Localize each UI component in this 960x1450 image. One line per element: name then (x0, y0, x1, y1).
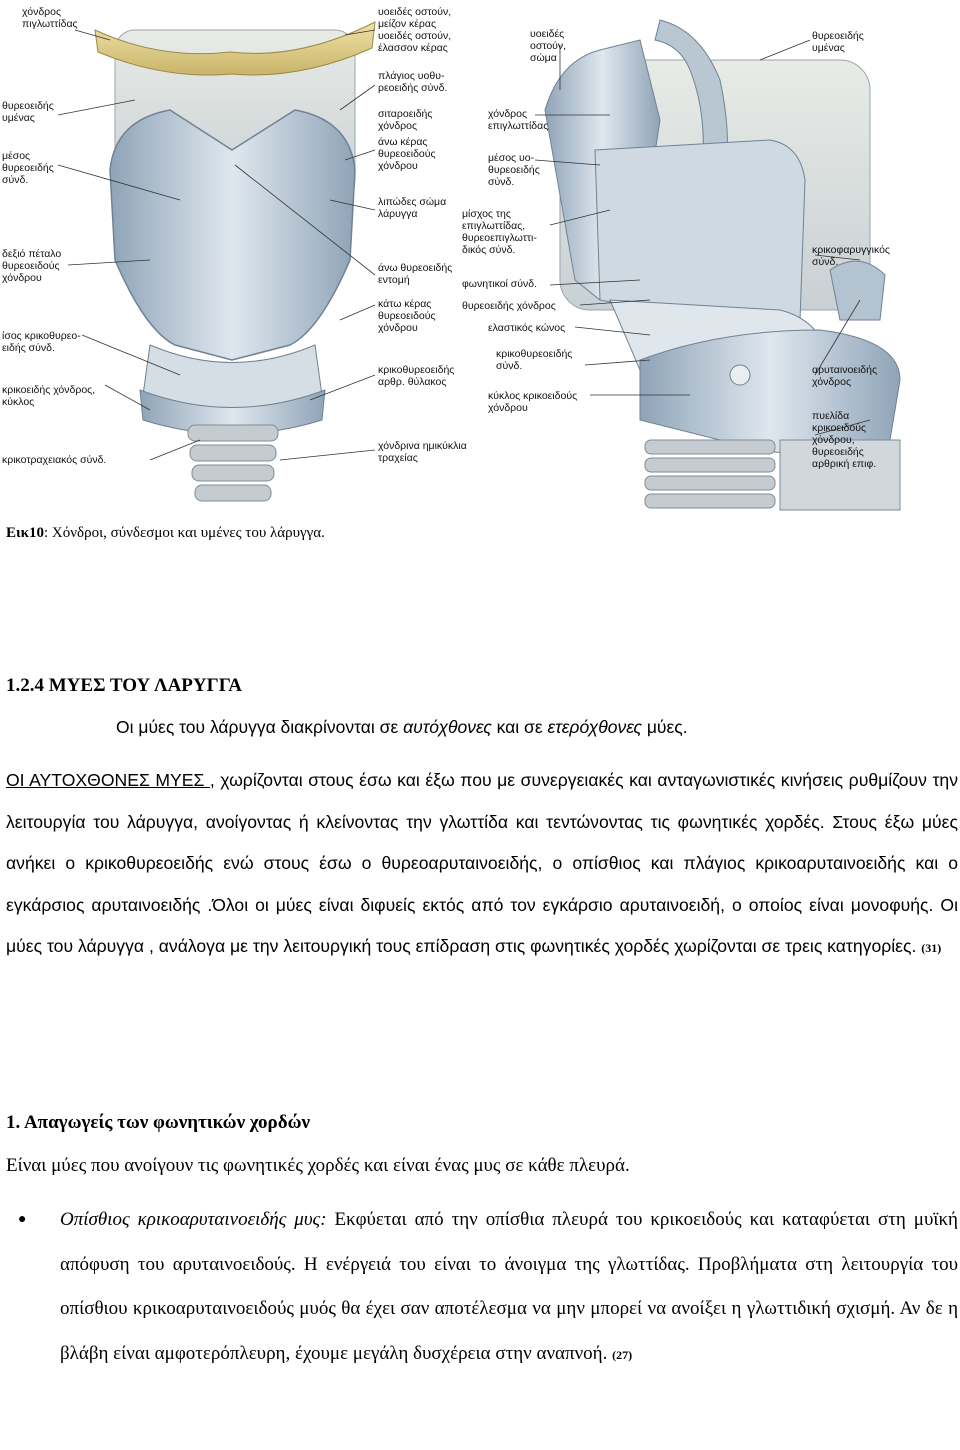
muscles-paragraph (6, 760, 958, 970)
label-cricopharyngeal-ligament: κρικοφαρυγγικός σύνδ. (812, 244, 890, 268)
bullet-paragraph (60, 1198, 958, 1377)
label-thyrohyoid-membrane-right: θυρεοειδής υμένας (812, 30, 864, 54)
label-cricotracheal-ligament: κρικοτραχειακός σύνδ. (2, 454, 107, 466)
intro-heterochthonous: ετερόχθονες (547, 717, 642, 737)
intro-autochthonous: αυτόχθονες (403, 717, 492, 737)
label-epiglottis: χόνδρος επιγλωττίδας (488, 108, 549, 132)
intro-part-c: μύες. (641, 717, 688, 737)
bullet-icon: ● (18, 1210, 27, 1226)
label-cricoid-arch: κρικοειδής χόνδρος, κύκλος (2, 384, 96, 408)
label-cricoid-lamina-facet: πυελίδα κρικοειδούς χόνδρου, θυρεοειδής αρθρική επιφ. (812, 410, 877, 470)
label-cricothyroid-ligament: κρικοθυρεοειδής σύνδ. (496, 348, 573, 372)
autochthonous-muscles-term: ΟΙ ΑΥΤΟΧΘΟΝΕΣ ΜΥΕΣ (6, 770, 210, 790)
tracheal-rings (188, 425, 278, 501)
reference-27: (27) (612, 1347, 633, 1362)
label-vocal-ligaments: φωνητικοί σύνδ. (462, 278, 538, 290)
intro-line (116, 717, 688, 738)
arytenoid-cartilage (830, 261, 885, 320)
cricothyroid-joint (730, 365, 750, 385)
caption-label: Εικ10 (6, 525, 44, 541)
anterior-view (95, 22, 375, 501)
label-hyoid-body: υοειδές οστούν, σώμα (530, 28, 567, 64)
intro-part-a: Οι μύες του λάρυγγα διακρίνονται σε (116, 717, 404, 737)
label-hyoid-horns: υοειδές οστούν, μείζον κέρας υοειδές οστούν, έλασσον κέρας (378, 6, 452, 54)
label-triticeous-cartilage: σιταροειδής χόνδρος (378, 108, 433, 132)
intro-part-b: και σε (491, 717, 548, 737)
label-median-cricothyroid-ligament: ίσος κρικοθυρεο- ειδής σύνδ. (2, 330, 81, 354)
label-tracheal-rings: χόνδρινα ημικύκλια τραχείας (378, 440, 467, 464)
reference-31: (31) (921, 941, 942, 955)
bullet-body: Εκφύεται από την οπίσθια πλευρά του κρικοειδούς και καταφύεται στη μυϊκή απόφυση του αρυταινοειδούς. Η ενέργειά του είναι το άνοιγμα της γλωττίδας. Προβλήματα στη λειτουργία του οπίσθιου κρικοαρυταινοειδούς μυός θα έχει σαν αποτέλεσμα να μην μπορεί να ανοίξει η γλωττιδική σχισμή. Αν δε η βλάβη είναι αμφοτερόπλευρη, έχουμε μεγάλη δυσχέρεια στην αναπνοή. (60, 1209, 958, 1364)
posterior-cricoarytenoid-term: Οπίσθιος κρικοαρυταινοειδής μυς: (60, 1209, 327, 1230)
section-heading: 1.2.4 ΜΥΕΣ ΤΟΥ ΛΑΡΥΓΓΑ (6, 675, 243, 696)
label-thyroid-cartilage: θυρεοειδής χόνδρος (462, 300, 556, 312)
label-epiglottis-cartilage: χόνδρος πιγλωττίδας (22, 6, 78, 30)
label-superior-thyroid-notch: άνω θυρεοειδής εντομή (378, 262, 453, 286)
label-arytenoid-cartilage: αρυταινοειδής χόνδρος (812, 364, 878, 388)
subsection-heading: 1. Απαγωγείς των φωνητικών χορδών (6, 1112, 310, 1133)
caption-text: : Χόνδροι, σύνδεσμοι και υμένες του λάρυγγα. (43, 525, 325, 541)
label-median-thyrohyoid-ligament: μέσος θυρεοειδής σύνδ. (2, 150, 54, 186)
label-superior-horn: άνω κέρας θυρεοειδούς χόνδρου (378, 136, 436, 172)
label-laryngeal-fat-body: λιπώδες σώμα λάρυγγα (378, 196, 447, 220)
label-thyrohyoid-membrane: θυρεοειδής υμένας (2, 100, 54, 124)
sagittal-tracheal-rings (645, 440, 775, 508)
label-epiglottis-stalk: μίσχος της επιγλωττίδας, θυρεοεπιγλωττι- δικός σύνδ. (462, 208, 537, 256)
paragraph-text: , χωρίζονται στους έσω και έξω που με συνεργειακές και ανταγωνιστικές κινήσεις ρυθμίζουν την λειτουργία του λάρυγγα, ανοίγοντας ή κλείνοντας την γλωττίδα και τεντώνοντας τις φωνητικές χορδές. Στους έξω μύες ανήκει ο κρικοθυρεοειδής ενώ στους έσω ο θυρεοαρυταινοειδής, ο οπίσθιος και πλάγιος κρικοαρυταινοειδής και ο εγκάρσιος αρυταινοειδής .Όλοι οι μύες είναι διφυείς εκτός από τον εγκάρσιο αρυταινοειδή, ο οποίος είναι μονοφυής. Οι μύες του λάρυγγα , ανάλογα με την λειτουργική τους επίδραση στις φωνητικές χορδές χωρίζονται σε τρεις κατηγορίες. (6, 770, 958, 956)
label-inferior-horn: κάτω κέρας θυρεοειδούς χόνδρου (378, 298, 436, 334)
label-right-thyroid-lamina: δεξιό πέταλο θυρεοειδούς χόνδρου (2, 248, 62, 284)
larynx-anatomy-figure (0, 0, 960, 520)
label-elastic-cone: ελαστικός κώνος (488, 322, 566, 334)
label-cricothyroid-joint-capsule: κρικοθυρεοειδής αρθρ. θύλακος (378, 364, 455, 388)
figure-caption (6, 525, 325, 542)
label-median-hyothyroid-ligament: μέσος υο- θυρεοειδής σύνδ. (488, 152, 540, 188)
subsection-text: Είναι μύες που ανοίγουν τις φωνητικές χορδές και είναι ένας μυς σε κάθε πλευρά. (6, 1155, 630, 1176)
label-cricoid-ring: κύκλος κρικοειδούς χόνδρου (488, 390, 578, 414)
label-lateral-thyrohyoid-ligament: πλάγιος υοθυ- ρεοειδής σύνδ. (378, 70, 448, 94)
